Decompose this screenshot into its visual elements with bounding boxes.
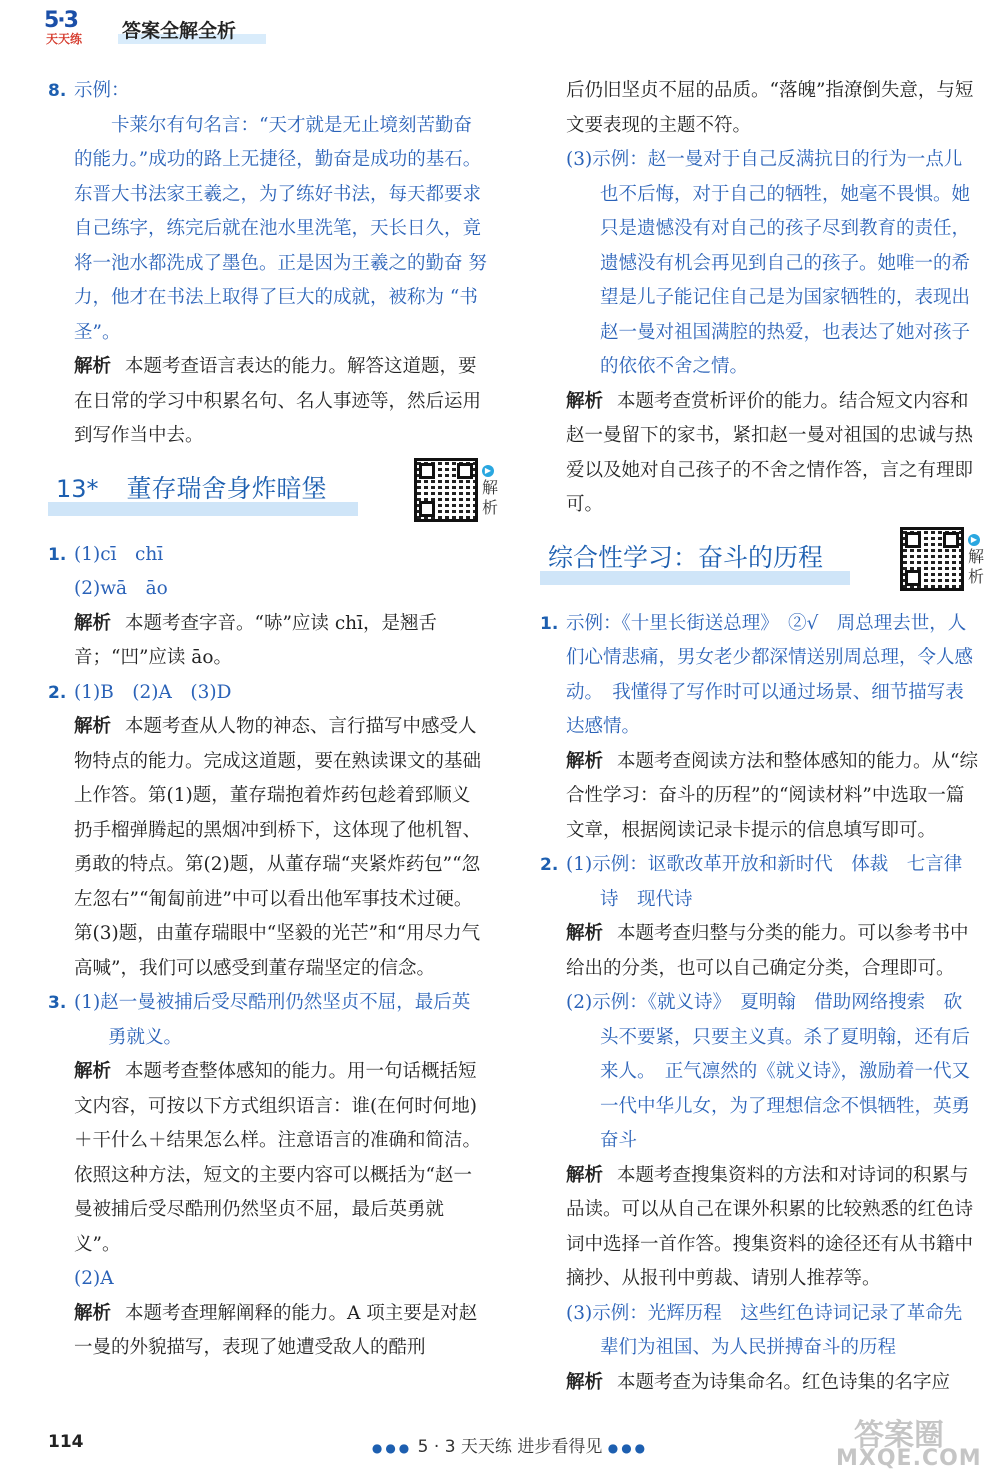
- analysis-block: 解析 本题考查字音。“哧”应读 chī，是翘舌音；“凹”应读 āo。: [74, 612, 438, 668]
- analysis-block: 解析 本题考查为诗集命名。红色诗集的名字应: [566, 1371, 951, 1393]
- analysis-label: 解析: [566, 923, 604, 944]
- section-number: 13*: [56, 474, 99, 503]
- analysis-label: 解析: [566, 1371, 604, 1393]
- answer-3-3: (3)示例：赵一曼对于自己反满抗日的行为一点儿 也不后悔，对于自己的牺牲，她毫不畏惧。她只是遗憾没有对自己的孩子尽到教育的责任，遗憾没有机会再见到自己的孩子。她唯一的希望是儿子能记住自己是为国家牺牲的，表现出赵一曼对祖国满腔的热爱，也表达了她对孩子的依依不舍之情。: [566, 149, 971, 377]
- question-1: 1. (1)cī chī (2)wā āo: [48, 538, 488, 607]
- dots-left: ●●●: [371, 1441, 413, 1455]
- analysis-label: 解析: [74, 356, 112, 377]
- section-header-13: [48, 458, 499, 528]
- question-number: 1.: [48, 544, 67, 565]
- analysis-block: 解析 本题考查赏析评价的能力。结合短文内容和赵一曼留下的家书，紧扣赵一曼对祖国的忠诚与热爱以及她对自己孩子的不舍之情作答，言之有理即可。: [566, 390, 974, 515]
- answer-label: 示例：: [74, 80, 130, 101]
- site-watermark: 答案圈 MXQE.COM: [836, 1418, 982, 1471]
- question-number: 3.: [48, 993, 67, 1013]
- question-1: 1. 示例：《十里长街送总理》 ②√ 周总理去世，人们心情悲痛，男女老少都深情送别周总理，令人感动。 我懂得了写作时可以通过场景、细节描写表达感情。: [540, 607, 980, 745]
- analysis-block: 解析 本题考查搜集资料的方法和对诗词的积累与品读。可以从自己在课外积累的比较熟悉的红色诗词中选择一首作答。搜集资料的途径还有从书籍中摘抄、从报刊中剪裁、请别人推荐等。: [566, 1164, 974, 1289]
- question-number: 2.: [540, 855, 559, 875]
- analysis-label: 解析: [566, 1164, 604, 1186]
- answer-paragraph: 卡莱尔有句名言：“天才就是无止境刻苦勤奋 的能力。”成功的路上无捷径，勤奋是成功的基石。 东晋大书法家王羲之，为了练好书法，每天都要求 自己练字，练完后就在池水里洗笔，天长日久，竟 将一池水都洗成了墨色。正是因为王羲之的勤奋 努力，他才在书法上取得了巨大的成就，被称为 “书圣”。: [74, 114, 487, 343]
- analysis-block: 解析 本题考查从人物的神态、言行描写中感受人物特点的能力。完成这道题，要在熟读课文的基础上作答。第(1)题，董存瑞抱着炸药包趁着郅顺义扔手榴弹腾起的黑烟冲到桥下，这体现了他机智、勇敢的特点。第(2)题，从董存瑞“夹紧炸药包”“忽左忽右”“匍匐前进”中可以看出他军事技术过硬。第(3)题，由董存瑞眼中“坚毅的光芒”和“用尽力气高喊”，我们可以感受到董存瑞坚定的信念。: [74, 716, 482, 979]
- sub-answer: (2)A: [74, 1268, 114, 1289]
- question-number: 2.: [48, 682, 67, 703]
- section-title: 13* 董存瑞舍身炸暗堡: [56, 473, 327, 503]
- section-title: 综合性学习：奋斗的历程: [548, 542, 824, 572]
- question-number: 8.: [48, 81, 67, 101]
- dots-right: ●●●: [607, 1441, 649, 1455]
- header-title: 答案全解全析: [122, 20, 237, 42]
- qr-label: ▶ 解析: [482, 465, 499, 517]
- right-column: [540, 74, 985, 1400]
- analysis-block: 解析 本题考查整体感知的能力。用一句话概括短文内容，可按以下方式组织语言：谁(在何时何地)＋干什么＋结果怎么样。注意语言的准确和简洁。依照这种方法，短文的主要内容可以概括为“赵一曼被捕后受尽酷刑仍然坚贞不屈，最后英勇就义”。: [74, 1061, 482, 1255]
- question-8: [48, 74, 488, 109]
- answer-2-3: (3)示例：光辉历程 这些红色诗词记录了革命先 辈们为祖国、为人民拼搏奋斗的历程: [566, 1302, 963, 1358]
- page-number: 114: [48, 1432, 84, 1452]
- play-icon: ▶: [968, 534, 980, 546]
- analysis-block: 解析 本题考查归整与分类的能力。可以参考书中给出的分类，也可以自己确定分类，合理即可。: [566, 923, 969, 979]
- question-3: 3. (1)赵一曼被捕后受尽酷刑仍然坚贞不屈，最后英 勇就义。: [48, 986, 488, 1055]
- analysis-block: 解析 本题考查阅读方法和整体感知的能力。从“综合性学习：奋斗的历程”的“阅读材料”中选取一篇文章，根据阅读记录卡提示的信息填写即可。: [566, 750, 978, 841]
- analysis-label: 解析: [74, 716, 112, 737]
- question-2: 2. (1)示例：讴歌改革开放和新时代 体裁 七言律 诗 现代诗: [540, 848, 980, 917]
- left-column: [48, 74, 499, 1366]
- analysis-label: 解析: [566, 750, 604, 772]
- qr-code-icon[interactable]: [900, 527, 964, 591]
- question-2: 2. (1)B (2)A (3)D: [48, 676, 488, 711]
- section-header-comprehensive: [540, 527, 985, 597]
- page-header: [0, 0, 1000, 56]
- logo-sub: 天天练: [46, 32, 83, 46]
- analysis-label: 解析: [74, 612, 112, 634]
- analysis-block: 解析 本题考查语言表达的能力。解答这道题，要在日常的学习中积累名句、名人事迹等，然后运用到写作当中去。: [74, 356, 482, 446]
- logo-main: 5·3: [44, 8, 77, 33]
- qr-code-icon[interactable]: [414, 458, 478, 522]
- question-number: 1.: [540, 613, 559, 634]
- analysis-label: 解析: [74, 1061, 112, 1082]
- brand-logo: [40, 6, 98, 46]
- analysis-label: 解析: [74, 1302, 112, 1324]
- footer-slogan: ●●● 5 · 3 天天练 进步看得见 ●●●: [371, 1437, 649, 1457]
- qr-label: ▶ 解析: [968, 534, 985, 586]
- analysis-block: 解析 本题考查理解阐释的能力。A 项主要是对赵一曼的外貌描写，表现了她遭受敌人的酷刑: [74, 1302, 478, 1358]
- analysis-continuation: 后仍旧坚贞不屈的品质。“落魄”指潦倒失意，与短文要表现的主题不符。: [566, 80, 974, 136]
- analysis-label: 解析: [566, 390, 604, 412]
- play-icon: ▶: [482, 465, 494, 477]
- answer-2-2: (2)示例：《就义诗》 夏明翰 借助网络搜索 砍 头不要紧，只要主义真。杀了夏明翰，还有后来人。 正气凛然的《就义诗》，激励着一代又一代中华儿女，为了理想信念不惧牺牲，英勇奋斗: [566, 992, 971, 1151]
